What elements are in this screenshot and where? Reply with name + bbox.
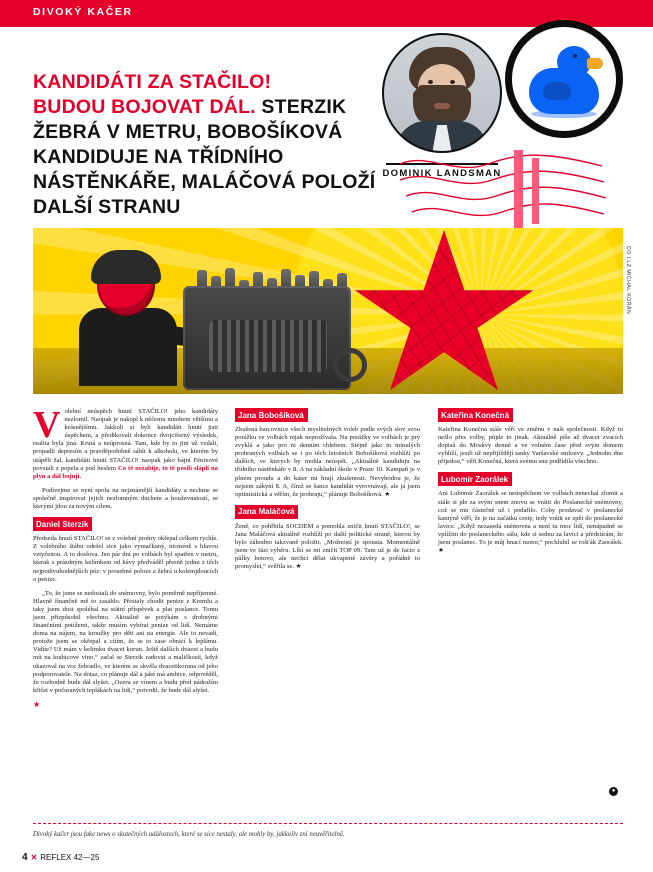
portrait-eye-right <box>450 80 455 84</box>
author-portrait <box>382 33 502 153</box>
hero-collage-image <box>33 228 623 394</box>
article-column-1 <box>33 404 218 716</box>
intro-bold-text: Co tě nezabije, to tě posílí sláplí na plyn a dál bojují. <box>33 464 218 480</box>
page-number: 4 <box>22 852 28 863</box>
portrait-eye-left <box>428 80 433 84</box>
footer-separator-icon: ✕ <box>30 853 38 862</box>
footer-divider <box>33 823 623 824</box>
subhead-daniel-sterzik: Daniel Sterzik <box>33 517 92 531</box>
portrait-mouth <box>434 103 450 109</box>
headline-black-rest: STERZIK ŽEBRÁ V METRU, BOBOŠÍKOVÁ KANDIDUJE NA TŘÍDNÍHO NÁSTĚNKÁŘE, MALÁČOVÁ POLOŽÍ DALŠÍ STRANU <box>33 96 376 218</box>
rubber-duck-logo <box>505 20 623 138</box>
magazine-issue: REFLEX 42—25 <box>40 853 100 862</box>
subhead-jana-malacova: Jana Maláčová <box>235 505 298 519</box>
duck-beak-icon <box>587 58 603 69</box>
page-footer <box>22 852 99 863</box>
hero-figure-hair <box>91 250 161 284</box>
subhead-lubomir-zaoralek-dup: Lubomír Zaorálek <box>438 472 512 486</box>
konecna-paragraph-dup: Kateřina Konečná stále věří ve změnu v naši společnosti. Když to nešlo přes volby, půjde to jinak. Aktuálně píše až dvacet zvacích dopisů do Moskvy denně a ve volném čase před svým domem vyhlíží, jestli už nepřijíždějí tanky Varšavské smlouvy. „Jednoho dne přijedou,“ věří Konečná, která svému snu podřídila všechno. <box>438 426 623 466</box>
sterzik-paragraph-1: Předseda hnutí STAČILO! se z volební prohry okřepal celkem rychle. Z volebního štábu odešel sice jako vymačkaný, nicméně s hlavou vztyčenou. A to doslova. Jen pár dní po volbách byl spatřen v metru, kterak s prázdným kelímkem od kávy předváděl přesně jednu z těch nejpodivuhodnějších póz: v prosebné poloze a žebrá u kolemjdoucích o penize. <box>33 535 218 583</box>
hero-figure-body <box>79 308 177 386</box>
sterzik-paragraph-2: „To, že jsme se nedostali do snémovny, bylo poměrně nepříjemné. Hlavně finančně mě to zasáhlo. Přestaly chodit penize z Kremlu a taky jsem dost spoléhal na státní příspěvek a plat poslance. Tomu jsem přizpůsobil všechno. Aktuálně se potýkám s drobnými finančními potížemi, takže musím vybírat penize od lidí. Nemáme doma na nájem, na kroužky pro děti ani na energie. Ale to nevadí, protože jsem se okřepal a cítím, že se to zase obrací k lepšímu. Vidíte? Už mám v kelímku dvacet korun. Ještě dalších dvacet a budu mít na krabicové vino,“ začal se Sterzik radovat a maličkosti, když ukazoval na vce žebradlo, ve kterém se skvěla dvacetikoruna od jeho podporovatele. Na dotaz, co plánuje dál a jaké má ambice, odpověděl, že rozhodně bude dál slyšet. „Ozeru se vínem a budu před nádražím křičet v počuraných teplákách na lidi,“ potvrdil, že bude dál slyšet. <box>33 589 218 694</box>
malacova-paragraph: Ženě, co pohřbila SOCDEM a pomohla zničit hnutí STAČILO!, se Jana Maláčová aktuálně rozhlíží po další politické straně, kterou by bylo záhodno takzvaně položit. „Možností je spousta. Momentálně jsem ve fázi výběru. Líbí se mi zničit TOP 09. Tam už je de facto z půlky hotovo, ale nechci dělat ukvapené závěry a pořádně to promyslet,“ svěřila se. ★ <box>235 522 420 571</box>
intro-paragraph-2: Podívejme se nyní spolu na nejznámější kandidáty a nechme se společně inspirovat jejich nezlomným duchem a houževnatostí, se kterými jdou za novým cílem. <box>33 486 218 511</box>
sterzik-end-star: ★ <box>33 699 41 709</box>
photo-credit: CO I LZ MICHAL KOŘÁN <box>625 246 631 315</box>
subhead-katerina-konecna-dup: Kateřina Konečná <box>438 408 513 422</box>
hero-figure <box>61 254 193 382</box>
duck-wing <box>543 82 571 100</box>
headline-red-line-2: BUDOU BOJOVAT DÁL. <box>33 96 256 118</box>
article-body <box>33 404 623 804</box>
footer-disclaimer: Divoký kačer jsou fake news o skutečných událostech, které se sice nestaly, ale mohly by, jakkoliv zní neuvěřitelně. <box>33 831 345 838</box>
duck-head <box>557 46 591 78</box>
hero-organ-wheel <box>333 348 367 382</box>
author-name: DOMINIK LANDSMAN <box>382 168 502 179</box>
duck-eye <box>573 54 577 58</box>
intro-text: olební neúspěch hnutí STAČILO! jeho kandidáty nezlomil. Naopak je nakopl k něčemu mnohem většímu a krásnějšímu. Jakkoli si byli kandidáti hnutí jisti úspěchem, a předikovali dokonce dvojciferný výsledek, realita byla jiná. Krutá a neúprosná. Tam, kde by to jini už vzdali, propadli depresím a pravděpodobně sáhli k alkoholu, ve kterém by utápěli žal, kandidáti hnutí STAČILO! naopak jako bájní Fénixové povstali z popela a pod heslem <box>33 408 218 472</box>
zaoralek-paragraph-dup: Ani Lubomír Zaorálek se neúspěchem ve volbách nenechal zlomit a stále si jde za svým snem znovu se vrátit do Poslanecké snémovny, což se mu částečně už i podařilo. Coby prodavač v poslanecké kantýně věří, že je na začátku cesty, tedy vrátit se zpět do poslanecké lavice. „Když nezasedá snémovna a není tu moc lidí, nenápadně se vplížim do poslaneckého sálu, kde si sednu za lavici a předstírám, že jsem poslanec. To je můj hnací motor,“ pochlubil se rošťák Zaorálek. ★ <box>438 490 623 555</box>
portrait-avatar <box>382 33 502 153</box>
section-kicker: DIVOKÝ KAČER <box>33 6 133 18</box>
page-title <box>33 70 378 220</box>
subhead-jana-bobosikova: Jana Bobošíková <box>235 408 308 422</box>
intro-paragraph <box>33 404 218 481</box>
bobosikova-paragraph: Zkušená harcovnice všech myslitelných voleb podle svých slov svou porážku ve volbách nijak neprožívala. Na porážky ve volbách je prý zvyklá a jako pro ni denním chlebem. Stejně jako to minulých prohraných volbách se i po těch letošních Bobošíková rozhlíží po dalších, ve kterých by mohla neúspět. „Aktuálně kandiduju na třídního nástěnkáře v 8. A na základní škole v Praze 10. Kampaň je v plném proudu a do kater mi hrají zkušenosti. Nevyhodou je, že nejsem zákyní 8. A, čímž se šance kandidát vyrovnávají, ale já jsem optimistická a věřím, že prohraju,“ plánuje Bobošíková. ★ <box>235 426 420 498</box>
drop-cap: V <box>33 404 61 446</box>
hero-organ-roller <box>209 320 327 372</box>
decorative-squiggle-icon <box>396 150 611 230</box>
article-column-2 <box>235 408 420 577</box>
end-of-article-mark: ● <box>609 787 618 796</box>
article-column-3 <box>438 408 623 561</box>
headline-red-line-1: KANDIDÁTI ZA STAČILO! <box>33 71 272 93</box>
